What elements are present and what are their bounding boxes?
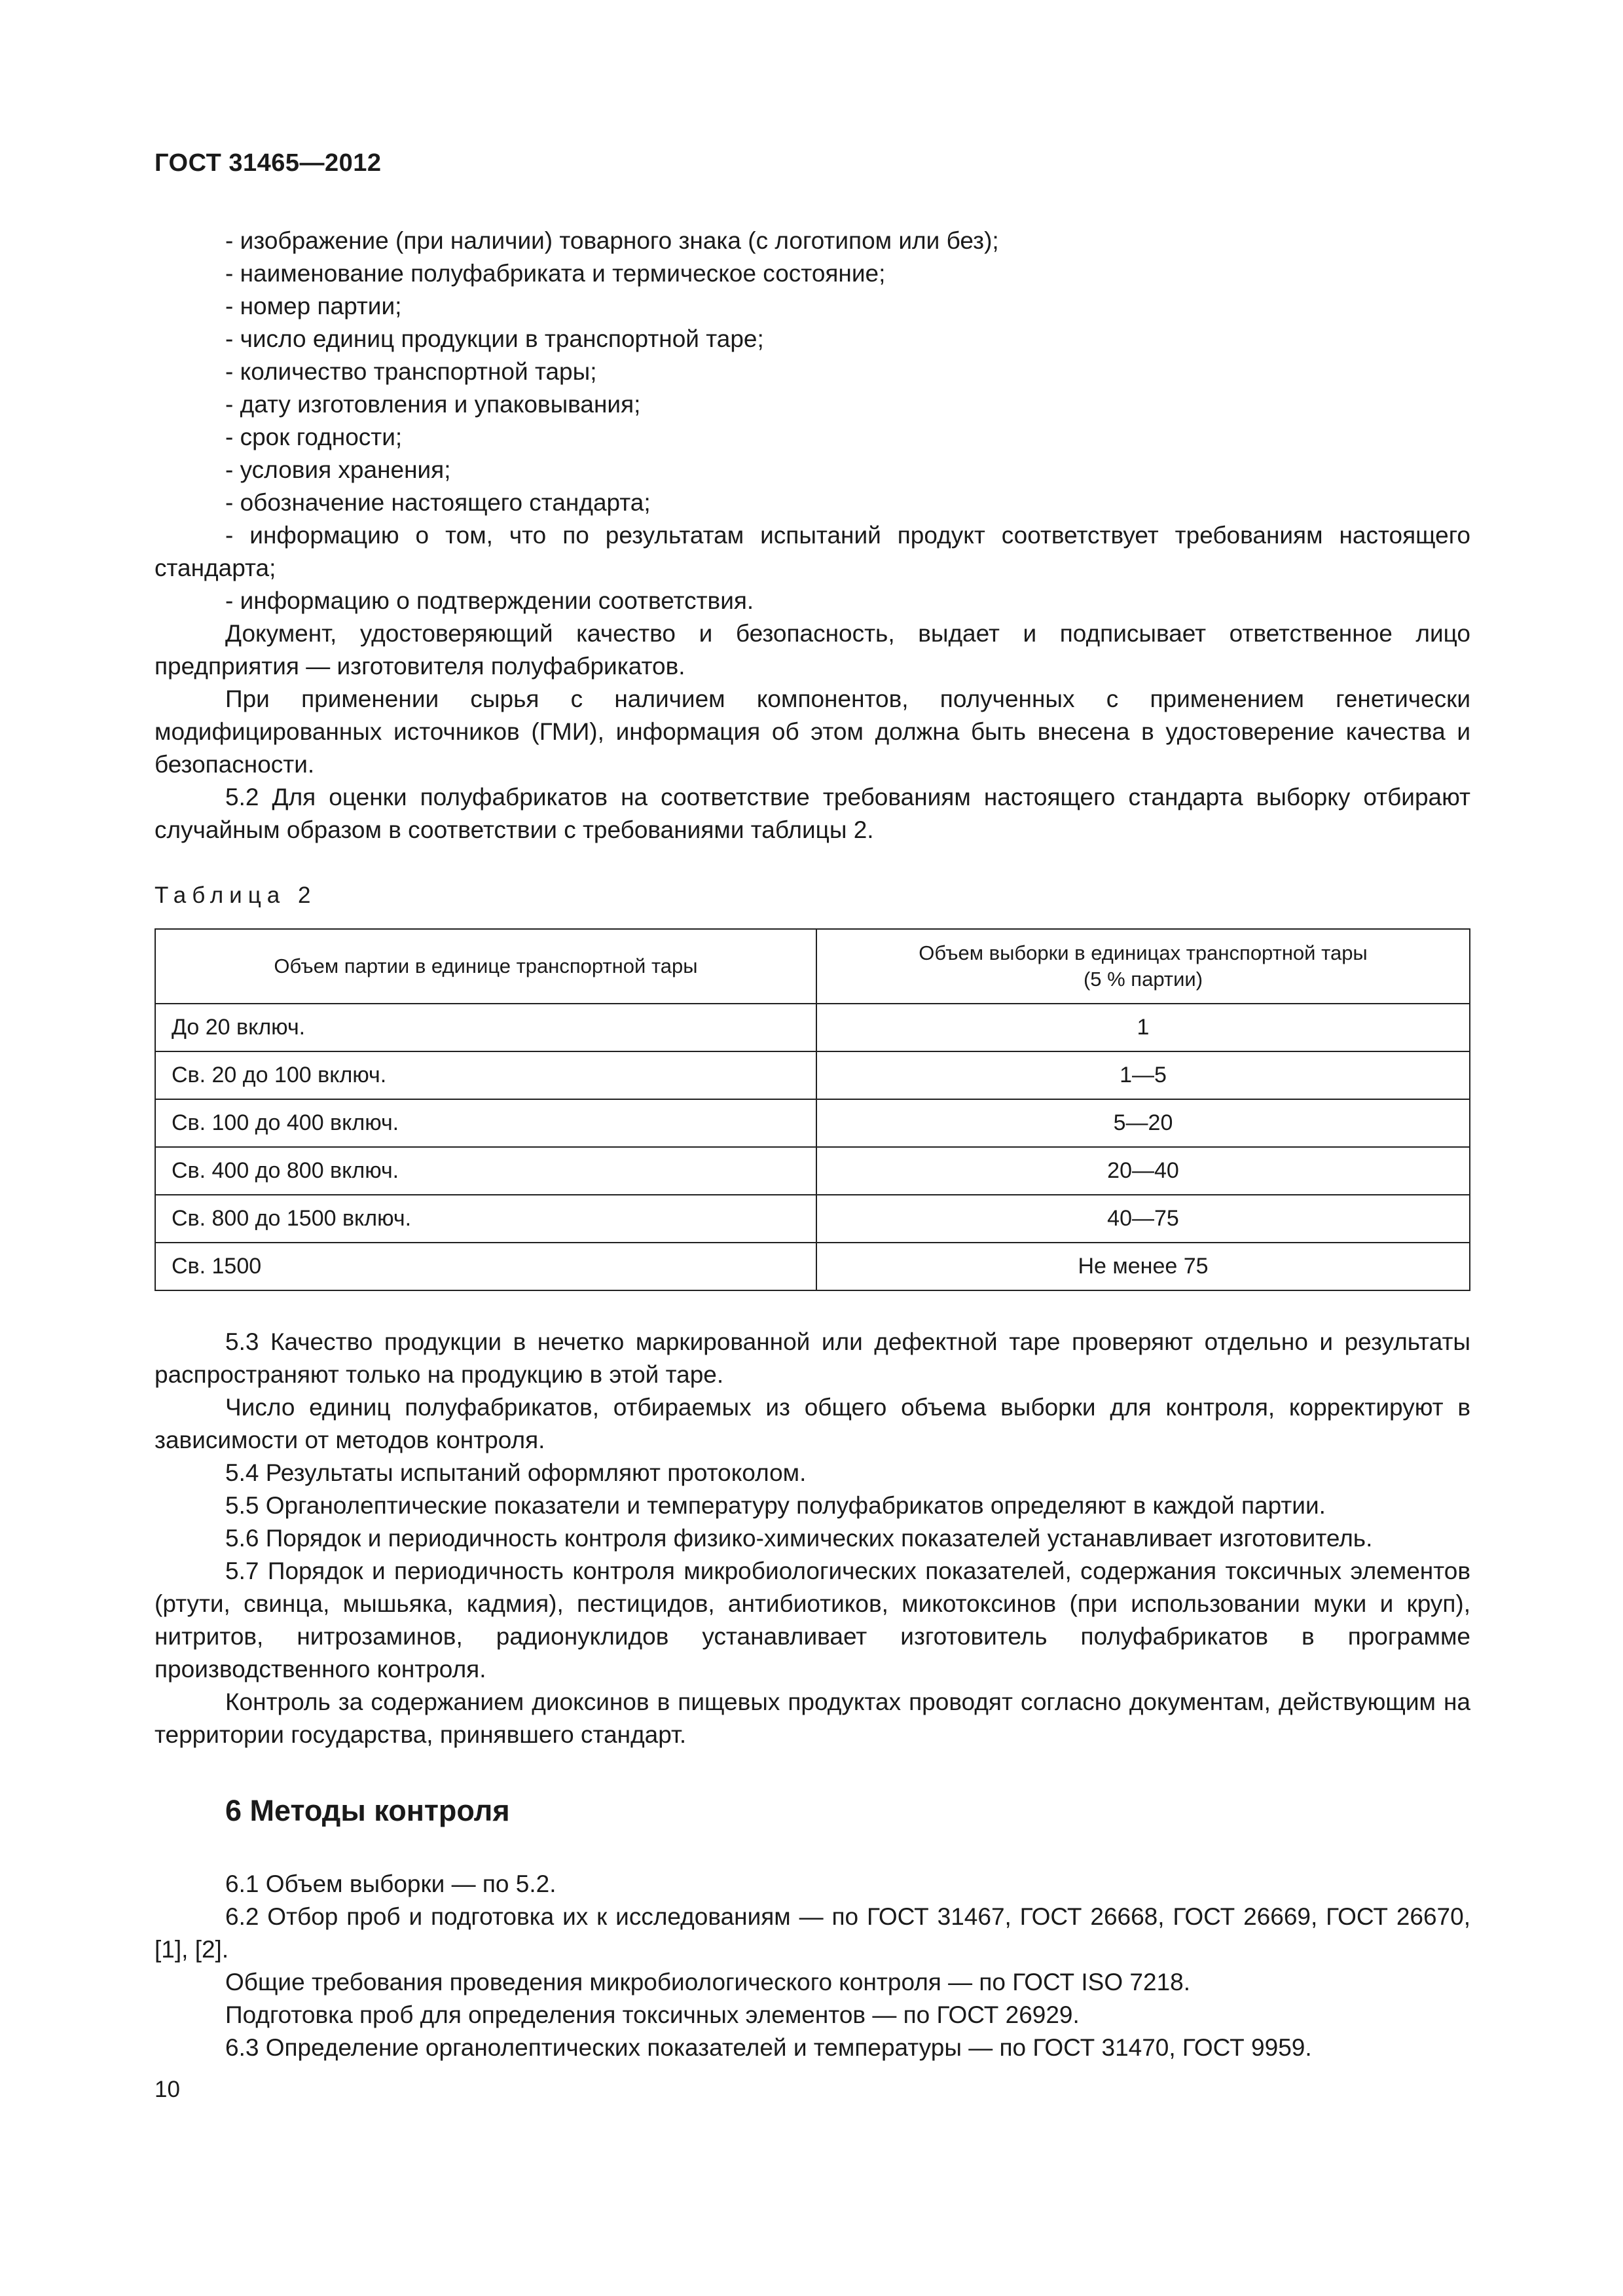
marking-list-item: - число единиц продукции в транспортной таре;	[225, 325, 764, 352]
table-header-sample-size-line1: Объем выборки в единицах транспортной тары	[919, 941, 1368, 964]
section-6-heading: 6 Методы контроля	[225, 1794, 510, 1827]
table-header-lot-size: Объем партии в единице транспортной тары	[155, 929, 816, 1004]
table-cell-sample: 5—20	[816, 1099, 1470, 1147]
table-cell-lot: Св. 100 до 400 включ.	[155, 1099, 816, 1147]
table-row	[155, 1004, 1470, 1051]
table-cell-lot: Св. 800 до 1500 включ.	[155, 1195, 816, 1243]
paragraph-microbiology: Общие требования проведения микробиологического контроля — по ГОСТ ISO 7218.	[225, 1969, 1191, 1995]
paragraphs-after-table	[155, 1326, 1470, 1751]
table-row	[155, 1195, 1470, 1243]
table-caption: Таблица 2	[155, 883, 317, 908]
paragraph-6-2: 6.2 Отбор проб и подготовка их к исследованиям — по ГОСТ 31467, ГОСТ 26668, ГОСТ 26669, ГОСТ 26670, [1], [2].	[155, 1903, 1470, 1963]
table-header-sample-size	[816, 929, 1470, 1004]
paragraph-6-3: 6.3 Определение органолептических показателей и температуры — по ГОСТ 31470, ГОСТ 9959.	[225, 2034, 1312, 2061]
marking-list-item: - количество транспортной тары;	[225, 358, 597, 385]
paragraph-5-2: 5.2 Для оценки полуфабрикатов на соответствие требованиям настоящего стандарта выборку отбирают случайным образом в соответствии с требованиями таблицы 2.	[155, 784, 1470, 843]
table-row	[155, 1243, 1470, 1290]
table-cell-sample: Не менее 75	[816, 1243, 1470, 1290]
paragraph-5-3: 5.3 Качество продукции в нечетко маркированной или дефектной таре проверяют отдельно и результаты распространяют только на продукцию в этой таре.	[155, 1328, 1470, 1388]
table-cell-lot: Св. 400 до 800 включ.	[155, 1147, 816, 1195]
document-header-title: ГОСТ 31465—2012	[155, 149, 382, 177]
marking-list-item: - наименование полуфабриката и термическое состояние;	[225, 260, 886, 287]
section-6-body	[155, 1868, 1470, 2064]
marking-list	[155, 225, 1470, 847]
table-header-row	[155, 929, 1470, 1004]
table-row	[155, 1147, 1470, 1195]
sample-size-table	[155, 928, 1470, 1291]
marking-list-item: - информацию о подтверждении соответствия.	[225, 587, 754, 614]
paragraph-gmo-info: При применении сырья с наличием компонентов, полученных с применением генетически модифицированных источников (ГМИ), информация об этом должна быть внесена в удостоверение качества и безопасности.	[155, 685, 1470, 778]
paragraph-sample-count: Число единиц полуфабрикатов, отбираемых из общего объема выборки для контроля, корректируют в зависимости от методов контроля.	[155, 1394, 1470, 1453]
table-cell-sample: 40—75	[816, 1195, 1470, 1243]
table-cell-sample: 20—40	[816, 1147, 1470, 1195]
marking-list-item: - дату изготовления и упаковывания;	[225, 391, 641, 418]
paragraph-quality-document: Документ, удостоверяющий качество и безопасность, выдает и подписывает ответственное лицо предприятия — изготовителя полуфабрикатов.	[155, 620, 1470, 680]
paragraph-5-5: 5.5 Органолептические показатели и температуру полуфабрикатов определяют в каждой партии.	[225, 1492, 1326, 1519]
table-cell-sample: 1	[816, 1004, 1470, 1051]
paragraph-5-7: 5.7 Порядок и периодичность контроля микробиологических показателей, содержания токсичных элементов (ртути, свинца, мышьяка, кадмия), пестицидов, антибиотиков, микотоксинов (при использовании муки и круп), нитритов, нитрозаминов, радионуклидов устанавливает изготовитель полуфабрикатов в программе производственного контроля.	[155, 1558, 1470, 1683]
paragraph-5-4: 5.4 Результаты испытаний оформляют протоколом.	[225, 1459, 807, 1486]
table-cell-lot: Св. 1500	[155, 1243, 816, 1290]
marking-list-item: - информацию о том, что по результатам испытаний продукт соответствует требованиям настоящего стандарта;	[155, 522, 1470, 581]
paragraph-dioxins: Контроль за содержанием диоксинов в пищевых продуктах проводят согласно документам, действующим на территории государства, принявшего стандарт.	[155, 1688, 1470, 1748]
table-row	[155, 1099, 1470, 1147]
table-header-sample-size-line2: (5 % партии)	[1083, 968, 1203, 991]
page-number: 10	[155, 2077, 180, 2102]
table-cell-sample: 1—5	[816, 1051, 1470, 1099]
table-row	[155, 1051, 1470, 1099]
marking-list-item: - изображение (при наличии) товарного знака (с логотипом или без);	[225, 227, 999, 254]
paragraph-5-6: 5.6 Порядок и периодичность контроля физико-химических показателей устанавливает изготовитель.	[225, 1525, 1373, 1552]
marking-list-item: - номер партии;	[225, 293, 402, 319]
paragraph-6-1: 6.1 Объем выборки — по 5.2.	[225, 1870, 556, 1897]
marking-list-item: - срок годности;	[225, 424, 403, 450]
marking-list-item: - условия хранения;	[225, 456, 451, 483]
table-cell-lot: Св. 20 до 100 включ.	[155, 1051, 816, 1099]
marking-list-item: - обозначение настоящего стандарта;	[225, 489, 651, 516]
table-cell-lot: До 20 включ.	[155, 1004, 816, 1051]
paragraph-toxic-elements: Подготовка проб для определения токсичных элементов — по ГОСТ 26929.	[225, 2001, 1080, 2028]
